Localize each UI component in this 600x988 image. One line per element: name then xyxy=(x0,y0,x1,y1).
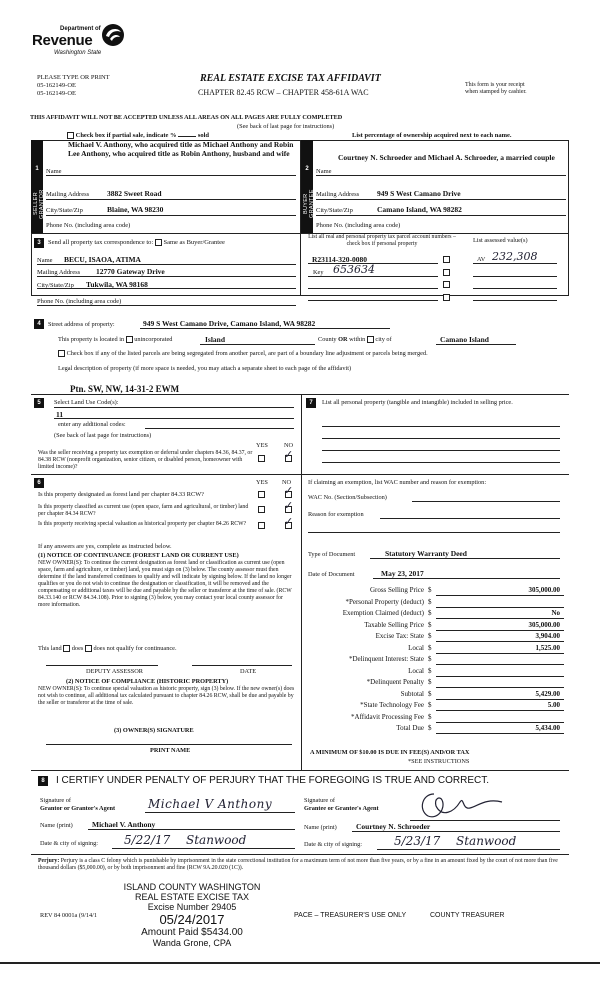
corr-name-label: Name xyxy=(37,257,53,264)
s5-no-label: NO xyxy=(284,442,294,449)
same-as-buyer-checkbox[interactable] xyxy=(155,239,162,246)
tax-row-label: Subtotal xyxy=(400,689,424,698)
tax-row-dollar: $ xyxy=(428,724,432,732)
tax-row-label: Local xyxy=(408,643,424,652)
form-subtitle: CHAPTER 82.45 RCW – CHAPTER 458-61A WAC xyxy=(198,88,369,97)
tax-row-label: Excise Tax: State xyxy=(375,632,424,640)
s6-yes-label: YES xyxy=(256,479,268,486)
q2-checkmark-icon: ✓ xyxy=(284,499,294,512)
seller-city-label: City/State/Zip xyxy=(46,207,83,214)
county-or-row xyxy=(318,336,392,343)
buyer-side-label: BUYER GRANTEE xyxy=(303,189,315,219)
tax-row-value: 5.00 xyxy=(547,701,560,709)
receipt-line-1: This form is your receipt xyxy=(465,82,525,88)
seller-mailing-label: Mailing Address xyxy=(46,191,90,198)
stamp-line-6: Wanda Grone, CPA xyxy=(152,938,232,948)
reason-label: Reason for exemption xyxy=(308,511,364,518)
land-use-value: 11 xyxy=(56,410,64,419)
tax-row xyxy=(308,632,564,644)
tax-row-dollar: $ xyxy=(428,643,432,652)
partial-sale-label: Check box if partial sale, indicate % xyxy=(75,132,177,139)
tax-row xyxy=(308,713,564,725)
tax-row-label: *Delinquent Interest: State xyxy=(348,655,424,663)
if-yes-text: If any answers are yes, complete as instructed below. xyxy=(38,543,172,550)
logo-revenue-text: Revenue xyxy=(32,32,93,49)
av-label: AV xyxy=(477,256,486,263)
county-label: County xyxy=(318,336,337,343)
tax-row xyxy=(308,598,564,610)
tax-row-value: 305,000.00 xyxy=(528,620,560,629)
stamp-line-3: Excise Number 29405 xyxy=(147,902,237,912)
tax-row-label: Exemption Claimed (deduct) xyxy=(342,609,424,617)
corr-city: Tukwila, WA 98168 xyxy=(86,280,148,289)
excise-stamp xyxy=(112,882,272,948)
perjury-text: Perjury is a class C felony which is punishable by imprisonment in the state correctional institution for a maximum term of not more than five years, or by a fine in an amount fixed by the court of not more than five thousand dollars ($5,000.00), or by both imprisonment and fine (RCW 9A.20.020 (1C)). xyxy=(38,858,558,871)
city-checkbox[interactable] xyxy=(367,336,374,343)
seller-side-label: SELLER GRANTOR xyxy=(33,189,45,219)
grantee-city-value: Stanwood xyxy=(456,834,517,848)
tax-row-dollar: $ xyxy=(428,701,432,709)
tax-row-dollar: $ xyxy=(428,678,432,686)
tax-row-dollar: $ xyxy=(428,620,432,629)
tax-row-dollar: $ xyxy=(428,586,432,594)
tax-row-dollar: $ xyxy=(428,609,432,617)
corr-mailing: 12770 Gateway Drive xyxy=(96,267,165,276)
segregated-label: Check box if any of the listed parcels are being segregated from another parcel, are part of a boundary line adjustment or parcels being merged. xyxy=(66,350,428,357)
notice2-title: (2) NOTICE OF COMPLIANCE (HISTORIC PROPERTY) xyxy=(66,678,229,685)
seller-name: Michael V. Anthony, who acquired title as Michael Anthony and Robin Lee Anthony, who acquired title as Robin Anthony, husband and wife xyxy=(68,140,294,158)
notice1-title: (1) NOTICE OF CONTINUANCE (FOREST LAND OR CURRENT USE) xyxy=(38,552,239,559)
corr-city-label: City/State/Zip xyxy=(37,282,74,289)
tax-row-dollar: $ xyxy=(428,666,432,675)
continuance-row xyxy=(38,645,177,652)
tax-row xyxy=(308,609,564,621)
tax-row-label: *Affidavit Processing Fee xyxy=(351,712,424,721)
sold-label: sold xyxy=(197,132,210,139)
buyer-name: Courtney N. Schroeder and Michael A. Schroeder, a married couple xyxy=(338,153,555,162)
deputy-date-label: DATE xyxy=(240,668,257,675)
partial-sale-row xyxy=(67,132,209,139)
segregated-checkbox[interactable] xyxy=(58,350,65,357)
corr-phone-label: Phone No. (including area code) xyxy=(37,298,122,305)
tax-row xyxy=(308,586,564,598)
tax-row xyxy=(308,667,564,679)
tax-row xyxy=(308,690,564,702)
perjury-row xyxy=(38,858,566,872)
tax-row xyxy=(308,701,564,713)
tax-row-label: Total Due xyxy=(396,724,424,732)
buyer-city-label: City/State/Zip xyxy=(316,207,353,214)
section-6-badge: 6 xyxy=(34,478,44,488)
tax-row-label: Gross Selling Price xyxy=(369,586,424,594)
personal-property-label: List all personal property (tangible and intangible) included in selling price. xyxy=(322,399,513,406)
stamp-line-5: Amount Paid $5434.00 xyxy=(141,927,243,938)
parcel-2-checkbox[interactable] xyxy=(443,269,450,276)
grantor-sig-label-2: Grantor or Grantor's Agent xyxy=(40,805,116,812)
doc-type-label: Type of Document xyxy=(308,551,356,558)
receipt-line-2: when stamped by cashier. xyxy=(465,89,527,95)
send-correspondence-row xyxy=(48,239,225,246)
q1-checkmark-icon: ✓ xyxy=(284,484,294,497)
does-not-label: does not qualify for continuance. xyxy=(93,645,177,652)
section-3-badge: 3 xyxy=(34,238,44,248)
q3-text: Is this property receiving special valuation as historical property per chapter 84.26 RCW? xyxy=(38,521,247,527)
tax-row xyxy=(308,724,564,736)
buyer-mailing: 949 S West Camano Drive xyxy=(377,189,461,198)
print-name-label: PRINT NAME xyxy=(150,747,191,754)
notice1-text: NEW OWNER(S): To continue the current designation as forest land or classification as current use (open space, farm and agriculture, or timber) land, you must sign on (3) below. The county assessor must then determine if the land transferred continues to qualify and will indicate by signing below. If the land no longer qualifies or you do not wish to continue the designation or classification, it will be removed and the compensating or additional taxes will be due and payable by the seller or transferor at the time of sale. (RCW 84.33.140 or RCW 84.34.108). Prior to signing (3) below, you may contact your local county assessor for more information. xyxy=(38,560,292,608)
footer-rev: REV 84 0001a (9/14/1 xyxy=(40,912,98,919)
grantor-date-value: 5/22/17 xyxy=(124,833,171,847)
tax-row xyxy=(308,678,564,690)
assessed-header: List assessed value(s) xyxy=(473,237,528,244)
buyer-phone-label: Phone No. (including area code) xyxy=(316,222,401,229)
exemption-question: Was the seller receiving a property tax exemption or deferral under chapters 84.36, 84.37, or 84.38 RCW (nonprofit organization, senior citizen, or disabled person, homeowner with limited income)? xyxy=(38,450,253,470)
parcel-4-checkbox[interactable] xyxy=(443,294,450,301)
city-value: Camano Island xyxy=(440,335,489,344)
tax-row-dollar: $ xyxy=(428,712,432,721)
tax-row-label: *Personal Property (deduct) xyxy=(345,597,424,606)
see-back-text: (See back of last page for instructions) xyxy=(237,123,335,130)
warning-text: THIS AFFIDAVIT WILL NOT BE ACCEPTED UNLESS ALL AREAS ON ALL PAGES ARE FULLY COMPLETED xyxy=(30,114,343,121)
tax-row-dollar: $ xyxy=(428,689,432,698)
please-print: PLEASE TYPE OR PRINT xyxy=(37,74,110,81)
form-title: REAL ESTATE EXCISE TAX AFFIDAVIT xyxy=(200,73,381,84)
s5-yes-checkbox[interactable] xyxy=(258,455,265,462)
owner-sig-label: (3) OWNER(S) SIGNATURE xyxy=(114,727,194,734)
parcel-3-checkbox[interactable] xyxy=(443,281,450,288)
does-not-checkbox[interactable] xyxy=(85,645,92,652)
grantee-sig-label-1: Signature of xyxy=(304,797,335,804)
tax-row xyxy=(308,644,564,656)
buyer-name-label: Name xyxy=(316,168,332,175)
unincorporated-label: unincorporated xyxy=(134,336,173,343)
does-checkbox[interactable] xyxy=(63,645,70,652)
tax-row xyxy=(308,621,564,633)
footer-pace: PACE – TREASURER'S USE ONLY xyxy=(294,912,407,919)
tax-row-value: No xyxy=(551,609,560,617)
tax-row-value: 1,525.00 xyxy=(535,643,560,652)
section-5-badge: 5 xyxy=(34,398,44,408)
exemption-label: If claiming an exemption, list WAC number and reason for exemption: xyxy=(308,479,487,486)
deputy-assessor-label: DEPUTY ASSESSOR xyxy=(86,668,143,675)
tax-rows xyxy=(308,586,564,736)
street-label: Street address of property: xyxy=(48,321,115,328)
tax-row-value: 3,904.00 xyxy=(535,632,560,640)
grantor-date-label: Date & city of signing: xyxy=(40,840,99,847)
tax-row-value: 305,000.00 xyxy=(528,586,560,594)
seller-phone-label: Phone No. (including area code) xyxy=(46,222,131,229)
buyer-city: Camano Island, WA 98282 xyxy=(377,205,462,214)
see-instructions-text: *SEE INSTRUCTIONS xyxy=(408,758,470,765)
does-label: does xyxy=(71,645,84,652)
segregated-row xyxy=(58,350,428,357)
stamp-line-4: 05/24/2017 xyxy=(159,912,225,927)
grantor-print-value: Michael V. Anthony xyxy=(92,820,156,829)
s5-no-checkmark-icon: ✓ xyxy=(284,448,294,461)
section-7-badge: 7 xyxy=(306,398,316,408)
same-as-buyer-label: Same as Buyer/Grantee xyxy=(163,239,225,246)
doc-type-value: Statutory Warranty Deed xyxy=(385,549,467,558)
tax-row-value: 5,429.00 xyxy=(535,689,560,698)
av-value: 232,308 xyxy=(492,250,538,263)
s5-yes-label: YES xyxy=(256,442,268,449)
located-row xyxy=(58,336,172,343)
within-label: within xyxy=(349,336,366,343)
min-due-text: A MINIMUM OF $10.00 IS DUE IN FEE(S) AND/OR TAX xyxy=(310,749,470,756)
doc-date-label: Date of Document xyxy=(308,571,355,578)
grantor-print-label: Name (print) xyxy=(40,822,73,829)
tax-row xyxy=(308,655,564,667)
logo-swirl-icon xyxy=(100,22,126,48)
tax-row-label: *Delinquent Penalty xyxy=(366,678,424,686)
tax-row-dollar: $ xyxy=(428,632,432,640)
section-2-badge: 2 xyxy=(302,164,312,174)
grantee-sig-label-2: Grantee or Grantee's Agent xyxy=(304,805,379,812)
tax-row-dollar: $ xyxy=(428,655,432,663)
grantee-date-value: 5/23/17 xyxy=(394,834,441,848)
perjury-label: Perjury: xyxy=(38,858,60,864)
land-use-label: Select Land Use Code(s): xyxy=(54,399,119,406)
logo-state-text: Washington State xyxy=(54,50,102,56)
tax-row-value: 5,434.00 xyxy=(535,724,560,732)
form-code-1: 05-162149-OE xyxy=(37,82,76,89)
or-label: OR xyxy=(338,336,348,343)
dor-logo xyxy=(32,22,132,66)
corr-name: BECU, ISAOA, ATIMA xyxy=(64,255,141,264)
footer-treasurer: COUNTY TREASURER xyxy=(430,912,505,919)
located-label: This property is located in xyxy=(58,336,125,343)
this-land-label: This land xyxy=(38,645,62,652)
grantee-print-value: Courtney N. Schroeder xyxy=(356,822,431,831)
county-value: Island xyxy=(205,335,226,344)
section-4-badge: 4 xyxy=(34,319,44,329)
doc-date-value: May 23, 2017 xyxy=(381,569,424,578)
q1-yes-checkbox[interactable] xyxy=(258,491,265,498)
grantee-date-label: Date & city of signing: xyxy=(304,841,363,848)
corr-mailing-label: Mailing Address xyxy=(37,269,81,276)
q2-yes-checkbox[interactable] xyxy=(258,506,265,513)
legal-label: Legal description of property (if more space is needed, you may attach a separate sheet to each page of the affidavit) xyxy=(58,365,352,372)
legal-value: Ptn. SW, NW, 14-31-2 EWM xyxy=(70,384,180,394)
certify-text: I CERTIFY UNDER PENALTY OF PERJURY THAT THE FOREGOING IS TRUE AND CORRECT. xyxy=(56,775,490,786)
tax-row-label: *State Technology Fee xyxy=(360,701,424,709)
q3-checkmark-icon: ✓ xyxy=(284,515,294,528)
grantee-print-label: Name (print) xyxy=(304,824,337,831)
q2-text: Is this property classified as current use (open space, farm and agricultural, or timber) land per chapter 84.34 RCW? xyxy=(38,504,249,517)
parcel-1-checkbox[interactable] xyxy=(443,256,450,263)
seller-city: Blaine, WA 98230 xyxy=(107,205,164,214)
stamp-line-1: ISLAND COUNTY WASHINGTON xyxy=(123,882,261,892)
stamp-line-2: REAL ESTATE EXCISE TAX xyxy=(134,892,250,902)
tax-row-label: Taxable Selling Price xyxy=(364,620,424,629)
key-label: Key xyxy=(313,269,324,276)
s6-no-label: NO xyxy=(282,479,292,486)
send-correspondence-label: Send all property tax correspondence to: xyxy=(48,239,154,246)
land-use-see-back: (See back of last page for instructions) xyxy=(54,432,152,439)
seller-mailing: 3882 Sweet Road xyxy=(107,189,162,198)
key-value: 653634 xyxy=(333,263,375,276)
additional-codes-label: enter any additional codes: xyxy=(58,421,126,428)
buyer-mailing-label: Mailing Address xyxy=(316,191,360,198)
tax-row-label: Local xyxy=(408,666,424,675)
wac-label: WAC No. (Section/Subsection) xyxy=(308,494,387,501)
tax-row-dollar: $ xyxy=(428,597,432,606)
section-8-badge: 8 xyxy=(38,776,48,786)
ownership-label: List percentage of ownership acquired next to each name. xyxy=(352,132,512,139)
notice2-text: NEW OWNER(S): To continue special valuation as historic property, sign (3) below. If the new owner(s) does not wish to continue, all additional tax calculated pursuant to chapter 84.26 RCW, shall be due and payable by the seller or transferor at the time of sale. xyxy=(38,686,295,706)
grantor-sig-label-1: Signature of xyxy=(40,797,71,804)
section-1-badge: 1 xyxy=(32,164,42,174)
form-code-2: 05-162149-OE xyxy=(37,90,76,97)
q3-yes-checkbox[interactable] xyxy=(258,522,265,529)
parcel-1: R23114-320-0080 xyxy=(312,255,367,264)
logo-dept-text: Department of xyxy=(60,26,101,32)
city-of-label: city of xyxy=(375,336,392,343)
unincorporated-checkbox[interactable] xyxy=(126,336,133,343)
parcel-header: List all real and personal property tax parcel account numbers – check box if personal property xyxy=(308,234,456,247)
q1-text: Is this property designated as forest land per chapter 84.33 RCW? xyxy=(38,491,204,498)
grantor-signature: Michael V Anthony xyxy=(148,797,273,811)
seller-name-label: Name xyxy=(46,168,62,175)
partial-sale-checkbox[interactable] xyxy=(67,132,74,139)
grantee-signature-icon xyxy=(412,788,522,822)
grantor-city-value: Stanwood xyxy=(186,833,247,847)
street-value: 949 S West Camano Drive, Camano Island, WA 98282 xyxy=(143,319,316,328)
